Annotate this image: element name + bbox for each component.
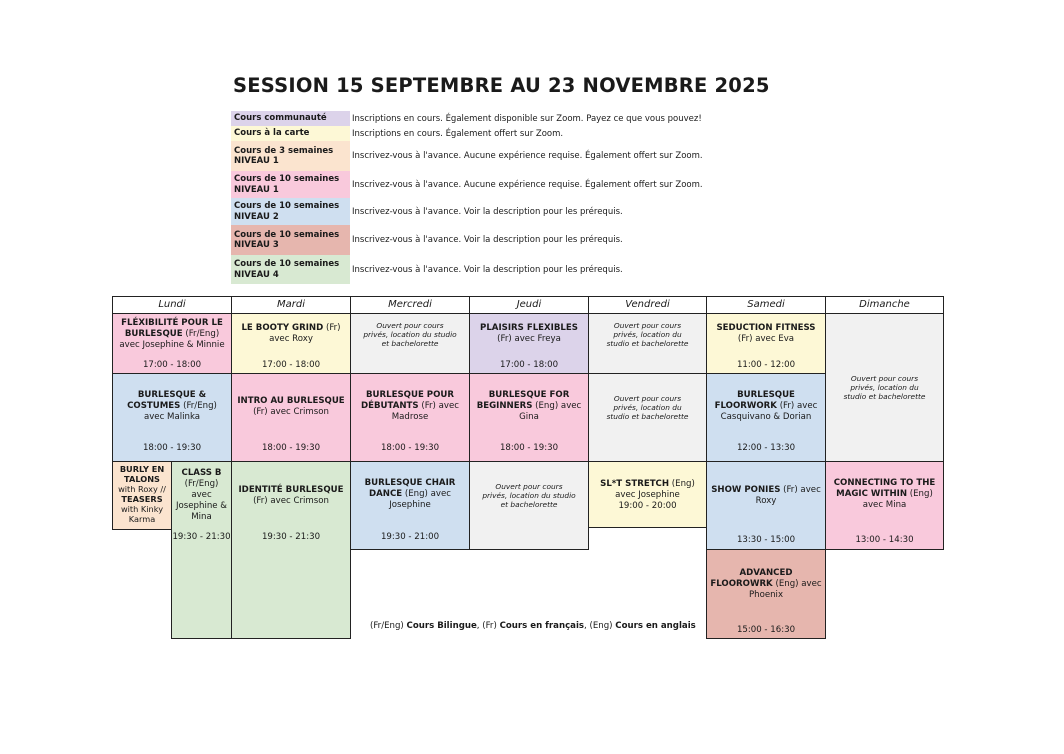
class-language: (Fr) avec Freya <box>497 334 561 344</box>
private-slot <box>469 461 589 550</box>
class-teacher: with Roxy // <box>118 484 166 494</box>
legend-text: Inscriptions en cours. Également offert sur Zoom. <box>352 128 564 139</box>
day-header-samedi: Samedi <box>706 296 826 314</box>
legend-text: Inscrivez-vous à l'avance. Aucune expérience requise. Également offert sur Zoom. <box>352 151 703 161</box>
legend-label: Cours de 10 semaines <box>234 201 340 211</box>
legend-level: NIVEAU 3 <box>234 240 279 250</box>
class-language: (Eng) <box>669 479 695 489</box>
class-title: BURLESQUE POUR DÉBUTANTS <box>360 390 455 411</box>
class-title: IDENTITÉ BURLESQUE <box>238 485 344 495</box>
class-language: (Fr) avec Eva <box>737 334 795 344</box>
legend-label: Cours de 10 semaines <box>234 174 340 184</box>
private-text: Ouvert pour cours privés, location du studio et bachelorette <box>482 482 576 509</box>
class-title: BURLESQUE FOR BEGINNERS <box>476 390 570 411</box>
day-header-vendredi: Vendredi <box>588 296 707 314</box>
class-time: 19:00 - 20:00 <box>618 501 677 511</box>
legend-level: NIVEAU 1 <box>234 156 279 166</box>
legend-swatch-niveau1 <box>231 171 350 198</box>
class-seduction-fitness[interactable] <box>706 313 826 374</box>
class-time: 17:00 - 18:00 <box>261 360 321 370</box>
page-title: SESSION 15 SEPTEMBRE AU 23 NOVEMBRE 2025 <box>233 74 770 97</box>
class-plaisirs-flexibles[interactable] <box>469 313 589 374</box>
legend-swatch-niveau3 <box>231 225 350 255</box>
class-time: 19:30 - 21:30 <box>261 532 321 542</box>
class-burlesque-floorwork[interactable] <box>706 373 826 462</box>
class-language: (Eng) avec Gina <box>519 401 582 422</box>
legend-code: (Fr/Eng) <box>370 621 407 631</box>
legend-level: NIVEAU 1 <box>234 184 279 195</box>
legend-meaning: Cours en anglais <box>615 621 696 631</box>
class-flexibilite-burlesque[interactable] <box>112 313 232 374</box>
private-slot <box>588 373 707 462</box>
class-burlesque-costumes[interactable] <box>112 373 232 462</box>
class-language: (Fr) <box>323 323 341 333</box>
day-header-jeudi: Jeudi <box>469 296 589 314</box>
class-time: 19:30 - 21:30 <box>172 532 231 542</box>
class-language: (Fr) avec Crimson <box>253 407 329 417</box>
legend-meaning: Cours Bilingue <box>406 621 477 631</box>
class-title: SL*T STRETCH <box>600 479 670 489</box>
class-teacher: avec Roxy <box>269 334 313 344</box>
class-identite-burlesque[interactable] <box>231 461 351 639</box>
day-header-mercredi: Mercredi <box>350 296 470 314</box>
class-title: CLASS B <box>181 468 222 478</box>
class-language: (Fr) avec Madrose <box>391 401 459 422</box>
class-title: INTRO AU BURLESQUE <box>237 396 345 406</box>
class-time: 18:00 - 19:30 <box>380 443 440 453</box>
class-burlesque-for-beginners[interactable] <box>469 373 589 462</box>
legend-text: Inscrivez-vous à l'avance. Voir la description pour les prérequis. <box>352 206 623 217</box>
legend-swatch-niveau2 <box>231 198 350 225</box>
legend-label: Cours de 3 semaines <box>234 145 334 156</box>
class-language: (Eng) <box>907 489 933 499</box>
class-title: CONNECTING TO THE MAGIC WITHIN <box>833 478 936 499</box>
private-slot <box>588 313 707 374</box>
class-slt-stretch[interactable] <box>588 461 707 528</box>
class-language: (Fr/Eng) <box>180 401 217 411</box>
class-time: 13:30 - 15:00 <box>736 535 796 545</box>
legend-label: Cours de 10 semaines <box>234 259 340 269</box>
class-title: BURLY EN TALONS <box>119 464 165 484</box>
class-title: BURLESQUE FLOORWORK <box>714 390 795 411</box>
class-title: TEASERS <box>121 494 163 504</box>
class-intro-au-burlesque[interactable] <box>231 373 351 462</box>
legend-label: Cours communauté <box>234 113 327 124</box>
day-header-mardi: Mardi <box>231 296 351 314</box>
legend-swatch-communaute <box>231 111 350 126</box>
language-legend <box>370 621 696 631</box>
legend-text: Inscriptions en cours. Également disponible sur Zoom. Payez ce que vous pouvez! <box>352 113 702 124</box>
class-teacher: with Kinky Karma <box>120 504 164 524</box>
private-text: Ouvert pour cours privés, location du studio et bachelorette <box>363 321 457 348</box>
class-time: 19:30 - 21:00 <box>380 532 440 542</box>
legend-level: NIVEAU 4 <box>234 269 279 280</box>
class-time: 15:00 - 16:30 <box>736 625 796 635</box>
class-time: 18:00 - 19:30 <box>499 443 559 453</box>
class-title: LE BOOTY GRIND <box>241 323 324 333</box>
class-title: SEDUCTION FITNESS <box>716 323 816 333</box>
class-language: (Fr) avec Crimson <box>253 496 329 506</box>
class-burlesque-pour-debutants[interactable] <box>350 373 470 462</box>
legend-text: Inscrivez-vous à l'avance. Voir la description pour les prérequis. <box>352 235 623 245</box>
class-burlesque-chair-dance[interactable] <box>350 461 470 550</box>
class-burly-en-talons-teasers[interactable] <box>112 461 172 530</box>
class-language: (Fr/Eng) <box>184 479 219 489</box>
class-teacher: avec Josephine <box>615 490 680 500</box>
legend-swatch-3-semaines <box>231 141 350 171</box>
class-title: FLÉXIBILITÉ POUR LE BURLESQUE <box>121 318 223 339</box>
class-time: 13:00 - 14:30 <box>855 535 914 545</box>
class-connecting-to-the-magic-within[interactable] <box>825 461 944 550</box>
private-text: Ouvert pour cours privés, location du studio et bachelorette <box>843 374 926 401</box>
private-slot <box>350 313 470 374</box>
class-title: SHOW PONIES <box>711 485 781 495</box>
class-teacher: avec Josephine & Mina <box>175 490 227 522</box>
class-language: (Fr/Eng) <box>182 329 220 339</box>
private-slot <box>825 313 944 462</box>
class-advanced-floorowrk[interactable] <box>706 549 826 639</box>
legend-label: Cours de 10 semaines <box>234 229 340 240</box>
legend-meaning: Cours en français <box>499 621 585 631</box>
private-text: Ouvert pour cours privés, location du studio et bachelorette <box>606 321 689 348</box>
class-teacher: avec Malinka <box>143 412 201 422</box>
day-header-dimanche: Dimanche <box>825 296 944 314</box>
class-class-b[interactable] <box>171 461 232 639</box>
class-language: (Eng) avec Phoenix <box>748 579 822 600</box>
class-time: 17:00 - 18:00 <box>499 360 559 370</box>
private-text: Ouvert pour cours privés, location du studio et bachelorette <box>606 394 689 421</box>
class-show-ponies[interactable] <box>706 461 826 550</box>
legend-text: Inscrivez-vous à l'avance. Voir la description pour les prérequis. <box>352 264 623 275</box>
class-language: (Fr) avec Casquivano & Dorian <box>720 401 818 422</box>
class-teacher: avec Josephine & Minnie <box>119 340 225 350</box>
legend-swatch-niveau4 <box>231 255 350 284</box>
class-title: BURLESQUE & COSTUMES <box>127 390 207 411</box>
legend-label: Cours à la carte <box>234 128 310 139</box>
class-time: 11:00 - 12:00 <box>736 360 796 370</box>
legend-level: NIVEAU 2 <box>234 211 279 222</box>
day-header-lundi: Lundi <box>112 296 232 314</box>
class-time: 18:00 - 19:30 <box>142 443 202 453</box>
class-time: 17:00 - 18:00 <box>142 360 202 370</box>
class-le-booty-grind[interactable] <box>231 313 351 374</box>
class-language: (Eng) avec Josephine <box>389 489 452 510</box>
class-title: ADVANCED FLOOROWRK <box>710 568 793 589</box>
class-title: BURLESQUE CHAIR DANCE <box>364 478 456 499</box>
legend-code: , (Fr) <box>476 621 500 631</box>
legend-text: Inscrivez-vous à l'avance. Aucune expérience requise. Également offert sur Zoom. <box>352 179 703 190</box>
class-teacher: avec Mina <box>862 500 907 510</box>
legend-swatch-carte <box>231 126 350 141</box>
legend-code: , (Eng) <box>584 621 616 631</box>
class-time: 12:00 - 13:30 <box>736 443 796 453</box>
class-title: PLAISIRS FLEXIBLES <box>480 323 578 333</box>
class-time: 18:00 - 19:30 <box>261 443 321 453</box>
class-language: (Fr) avec Roxy <box>755 485 821 506</box>
